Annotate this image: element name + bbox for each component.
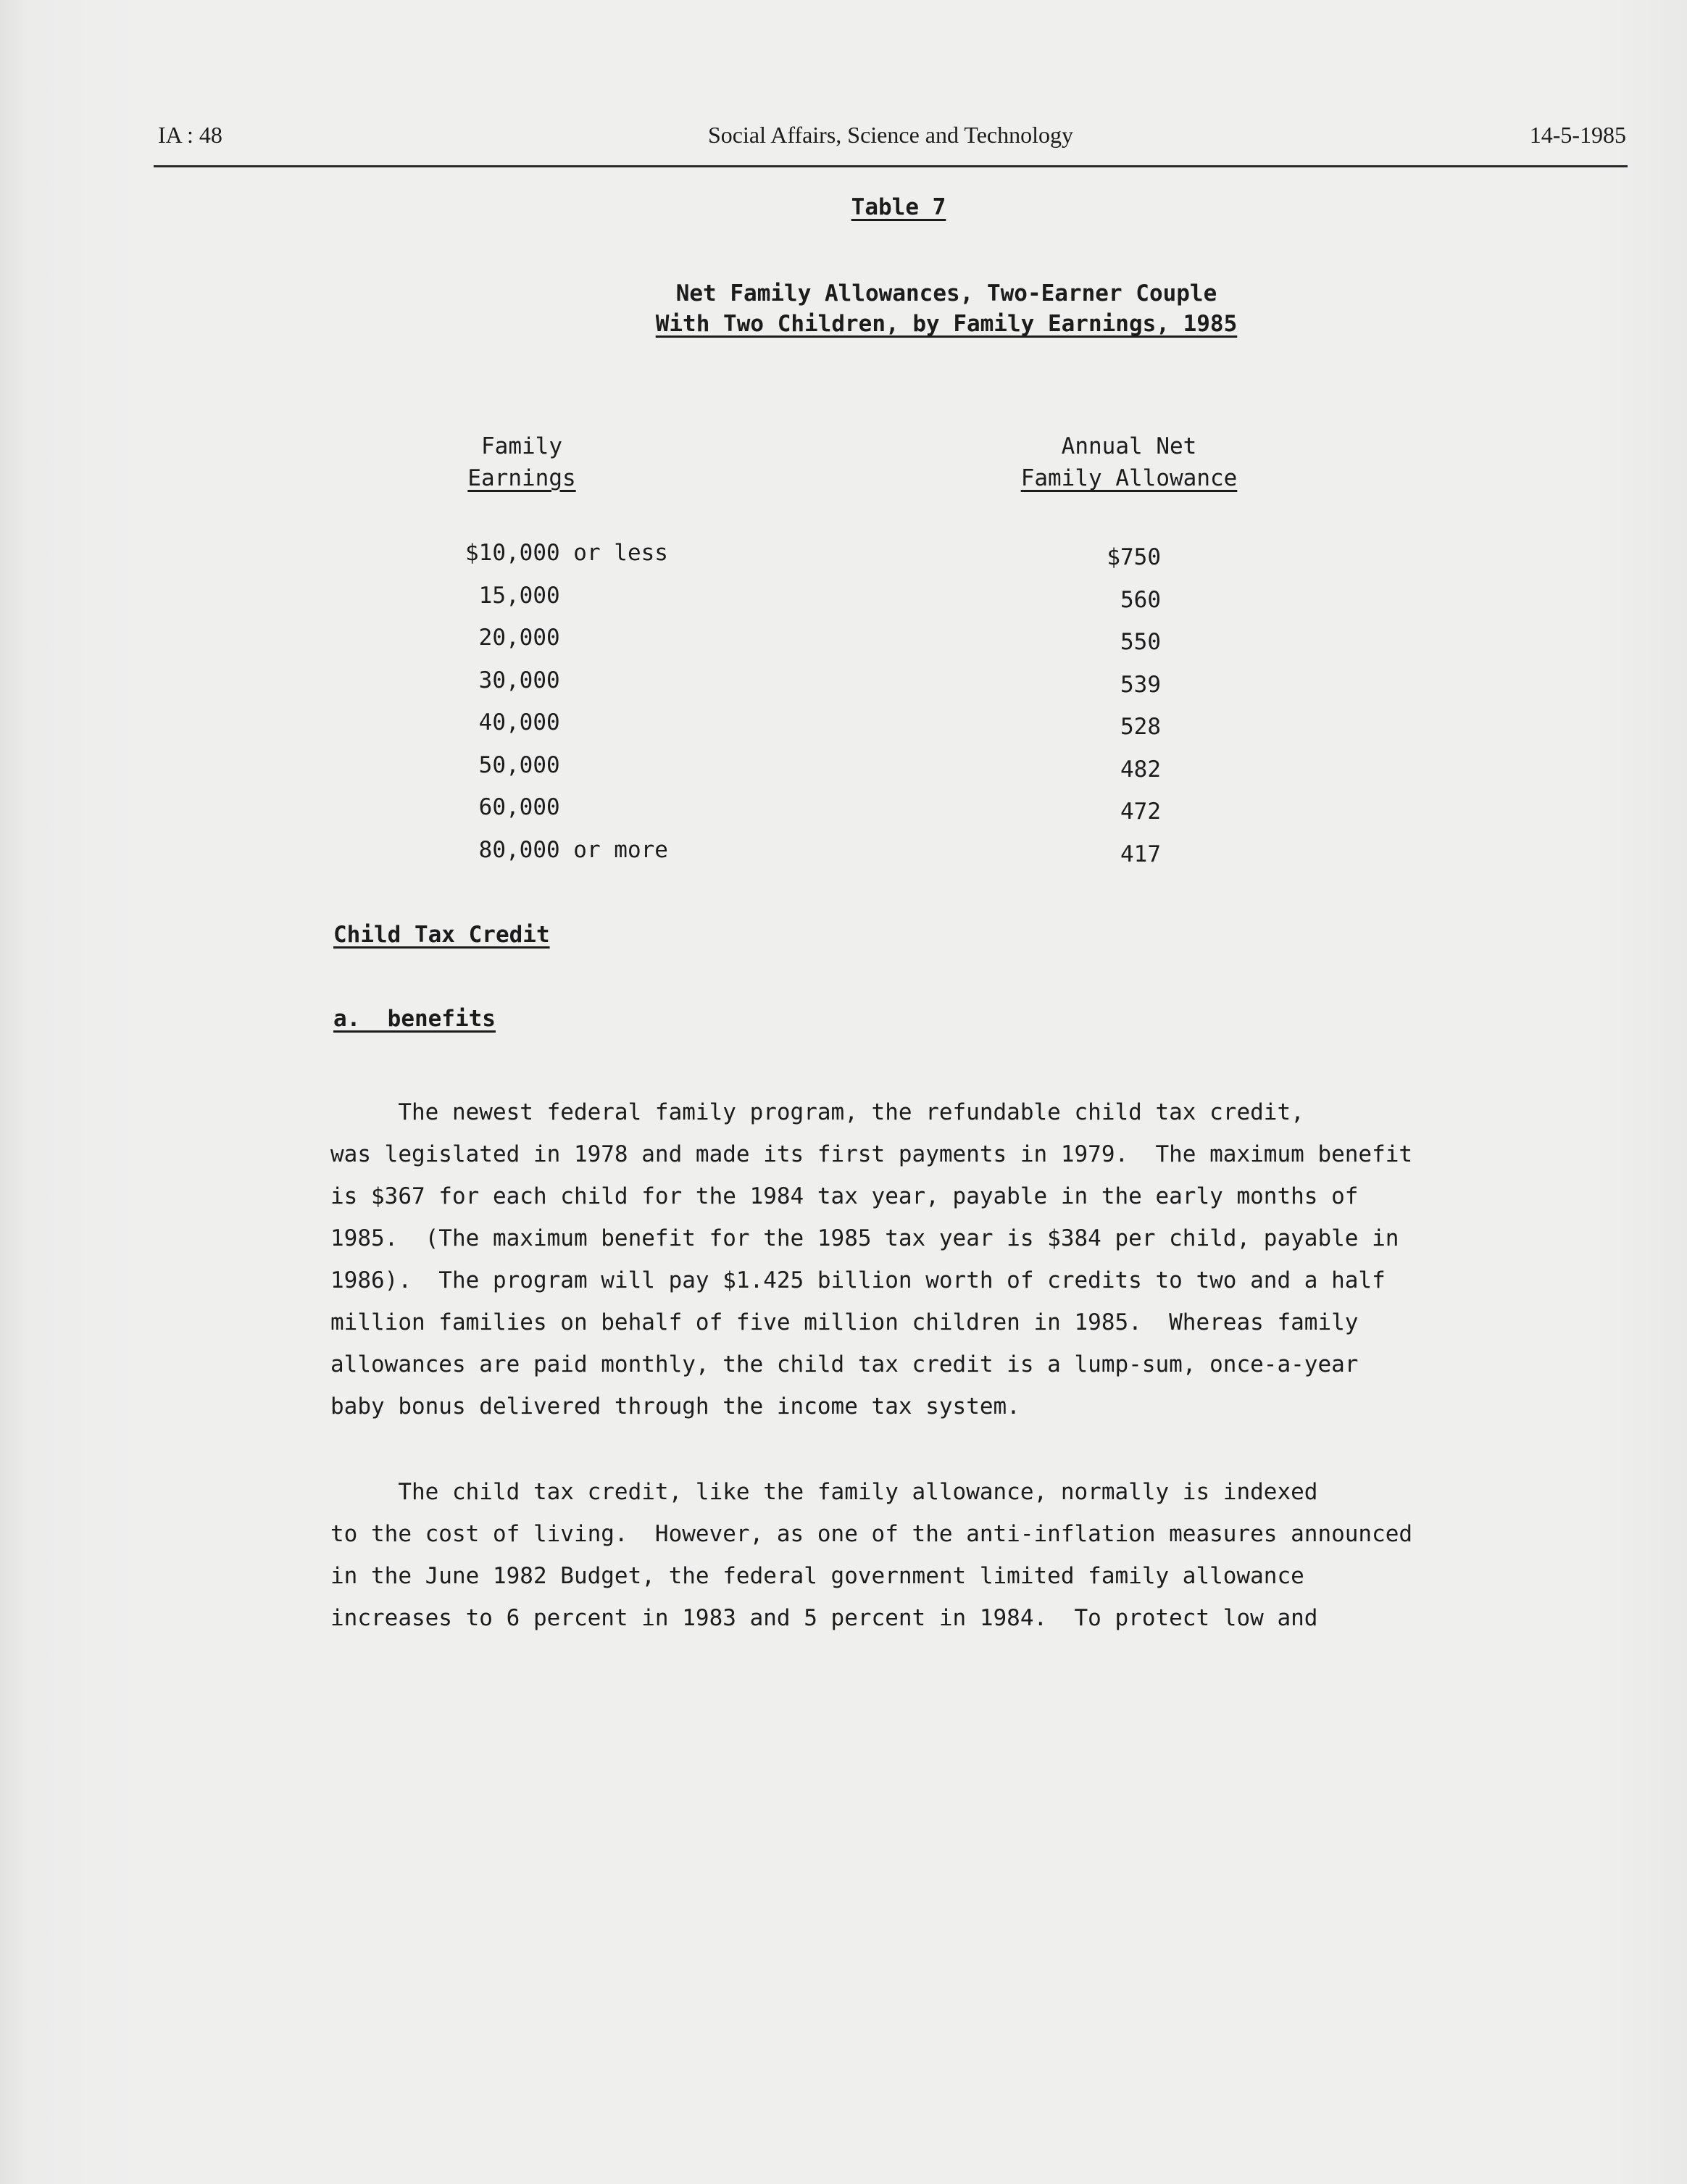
paragraph-line: increases to 6 percent in 1983 and 5 percent in 1984. To protect low and xyxy=(330,1605,1318,1631)
paragraph-line: allowances are paid monthly, the child tax credit is a lump-sum, once-a-year xyxy=(330,1351,1359,1377)
allowance-cell: 539 xyxy=(1120,671,1161,698)
table-label: Table 7 xyxy=(851,194,946,220)
body-paragraph xyxy=(330,1471,1461,1639)
section-heading: Child Tax Credit xyxy=(333,922,550,948)
column-header-allowance xyxy=(999,430,1259,494)
allowance-cell: 528 xyxy=(1120,714,1161,740)
allowance-cell: 560 xyxy=(1120,586,1161,613)
allowance-cell: 472 xyxy=(1120,799,1161,825)
table-row xyxy=(0,583,1687,625)
paragraph-line: million families on behalf of five million children in 1985. Whereas family xyxy=(330,1309,1359,1335)
paragraph-line: baby bonus delivered through the income tax system. xyxy=(330,1393,1020,1420)
allowance-cell: 482 xyxy=(1120,756,1161,783)
allowance-cell: 417 xyxy=(1120,841,1161,867)
table-row xyxy=(0,667,1687,710)
earnings-cell: 60,000 xyxy=(465,794,560,820)
paragraph-line: The child tax credit, like the family allowance, normally is indexed xyxy=(330,1479,1318,1505)
paragraph-line: in the June 1982 Budget, the federal government limited family allowance xyxy=(330,1563,1304,1589)
earnings-cell: $10,000 or less xyxy=(465,540,668,566)
earnings-cell: 40,000 xyxy=(465,709,560,735)
table-row xyxy=(0,837,1687,880)
earnings-cell: 20,000 xyxy=(465,625,560,651)
column-header-allowance-line-2: Family Allowance xyxy=(1020,465,1238,491)
table-row xyxy=(0,625,1687,667)
paragraph-line: 1985. (The maximum benefit for the 1985 tax year is $384 per child, payable in xyxy=(330,1225,1399,1251)
paragraph-line: is $367 for each child for the 1984 tax year, payable in the early months of xyxy=(330,1183,1359,1209)
column-header-earnings-line-2: Earnings xyxy=(467,465,576,491)
table-row xyxy=(0,794,1687,837)
table-row xyxy=(0,752,1687,795)
column-header-earnings xyxy=(435,430,609,494)
table-row xyxy=(0,540,1687,583)
table-heading xyxy=(362,278,1530,339)
publication-title: Social Affairs, Science and Technology xyxy=(708,122,1073,148)
earnings-cell: 30,000 xyxy=(465,667,560,693)
paragraph-line: to the cost of living. However, as one of the anti-inflation measures announced xyxy=(330,1521,1413,1547)
earnings-cell: 50,000 xyxy=(465,751,560,778)
subsection-heading: a. benefits xyxy=(333,1006,496,1032)
column-header-earnings-line-1: Family xyxy=(481,433,562,459)
publication-date: 14-5-1985 xyxy=(1529,122,1626,148)
body-paragraph xyxy=(330,1091,1461,1427)
table-row xyxy=(0,709,1687,752)
paragraph-line: was legislated in 1978 and made its first payments in 1979. The maximum benefit xyxy=(330,1141,1413,1167)
running-header xyxy=(154,122,1628,167)
table-heading-line-2: With Two Children, by Family Earnings, 1985 xyxy=(655,311,1238,337)
allowance-cell: 550 xyxy=(1120,629,1161,655)
paragraph-line: The newest federal family program, the refundable child tax credit, xyxy=(330,1099,1304,1125)
allowance-cell: $750 xyxy=(1107,544,1161,570)
column-header-allowance-line-1: Annual Net xyxy=(1061,433,1197,459)
earnings-cell: 15,000 xyxy=(465,582,560,609)
paragraph-line: 1986). The program will pay $1.425 billion worth of credits to two and a half xyxy=(330,1267,1386,1293)
table-heading-line-1: Net Family Allowances, Two-Earner Couple xyxy=(675,280,1217,307)
table-body xyxy=(0,540,1687,879)
earnings-cell: 80,000 or more xyxy=(465,836,668,863)
page-number: IA : 48 xyxy=(158,122,222,148)
